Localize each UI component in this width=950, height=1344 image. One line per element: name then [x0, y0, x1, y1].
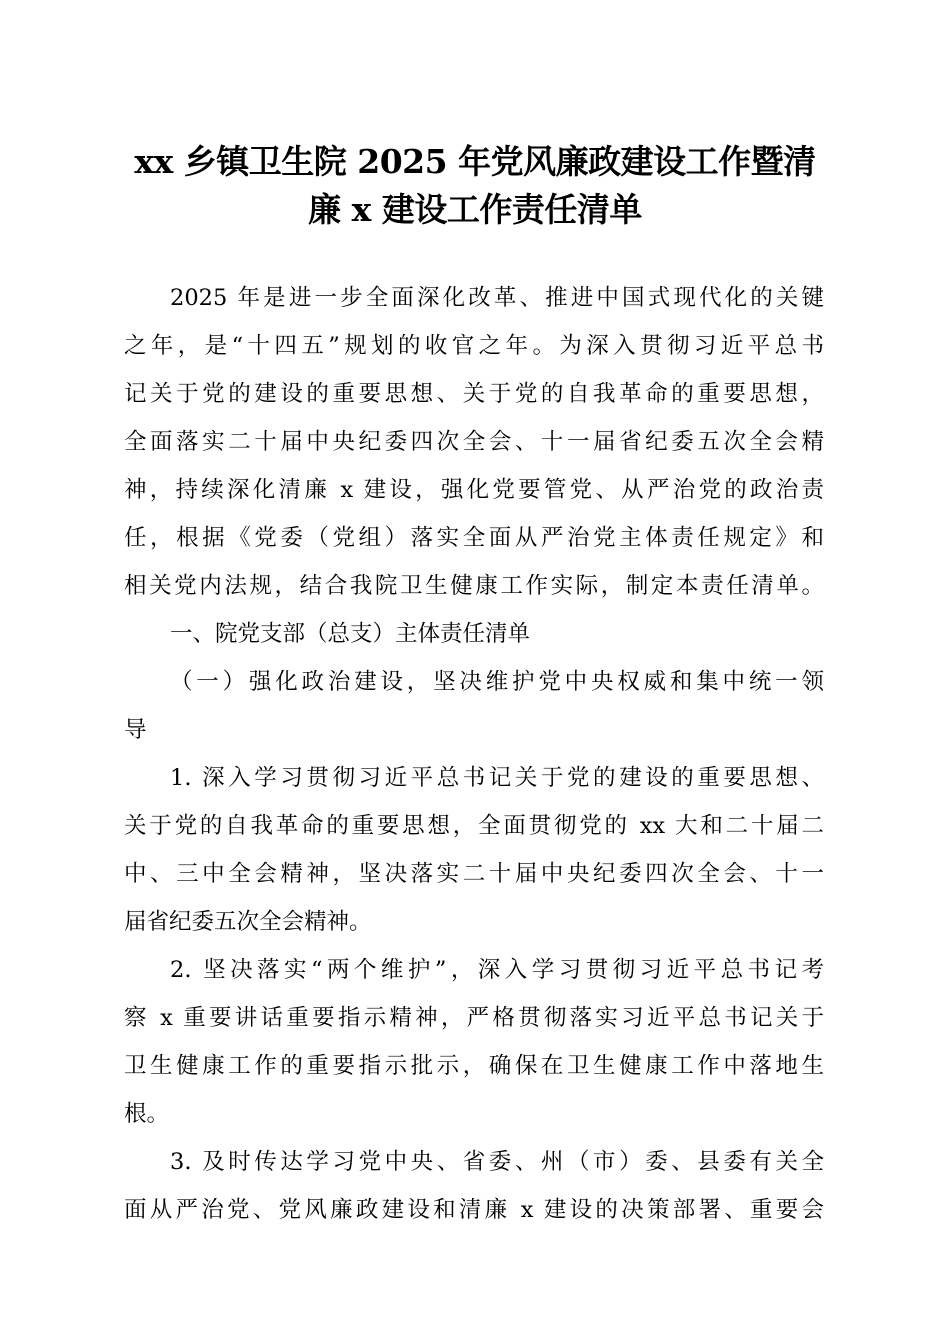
item-1-line-2: 关于党的自我革命的重要思想，全面贯彻党的 xx 大和二十届二 — [124, 813, 824, 839]
intro-line-7: 相关党内法规，结合我院卫生健康工作实际，制定本责任清单。 — [124, 573, 824, 599]
item-3-line-1: 3. 及时传达学习党中央、省委、州（市）委、县委有关全 — [170, 1149, 824, 1175]
title-line-1: xx 乡镇卫生院 2025 年党风廉政建设工作暨清 — [134, 142, 816, 181]
item-2-line-2: 察 x 重要讲话重要指示精神，严格贯彻落实习近平总书记关于 — [124, 1005, 824, 1031]
document-title — [110, 138, 840, 234]
item-1-line-1: 1. 深入学习贯彻习近平总书记关于党的建设的重要思想、 — [170, 765, 824, 791]
intro-line-3: 记关于党的建设的重要思想、关于党的自我革命的重要思想， — [124, 381, 824, 407]
item-1-line-4: 届省纪委五次全会精神。 — [124, 909, 372, 935]
subsection-heading-line-2: 导 — [124, 717, 147, 743]
item-2-line-4: 根。 — [124, 1101, 170, 1127]
section-heading: 一、院党支部（总支）主体责任清单 — [170, 621, 531, 647]
item-1-line-3: 中、三中全会精神，坚决落实二十届中央纪委四次全会、十一 — [124, 861, 824, 887]
item-2-line-1: 2. 坚决落实“两个维护”，深入学习贯彻习近平总书记考 — [170, 957, 824, 983]
title-line-2: 廉 x 建设工作责任清单 — [308, 190, 642, 229]
item-2-line-3: 卫生健康工作的重要指示批示，确保在卫生健康工作中落地生 — [124, 1053, 824, 1079]
intro-line-5: 神，持续深化清廉 x 建设，强化党要管党、从严治党的政治责 — [124, 477, 824, 503]
intro-line-4: 全面落实二十届中央纪委四次全会、十一届省纪委五次全会精 — [124, 429, 824, 455]
intro-line-2: 之年，是“十四五”规划的收官之年。为深入贯彻习近平总书 — [124, 333, 824, 359]
item-3-line-2: 面从严治党、党风廉政建设和清廉 x 建设的决策部署、重要会 — [124, 1197, 824, 1223]
intro-line-1: 2025 年是进一步全面深化改革、推进中国式现代化的关键 — [170, 285, 824, 311]
intro-line-6: 任，根据《党委（党组）落实全面从严治党主体责任规定》和 — [124, 525, 824, 551]
subsection-heading-line-1: （一）强化政治建设，坚决维护党中央权威和集中统一领 — [170, 669, 824, 695]
